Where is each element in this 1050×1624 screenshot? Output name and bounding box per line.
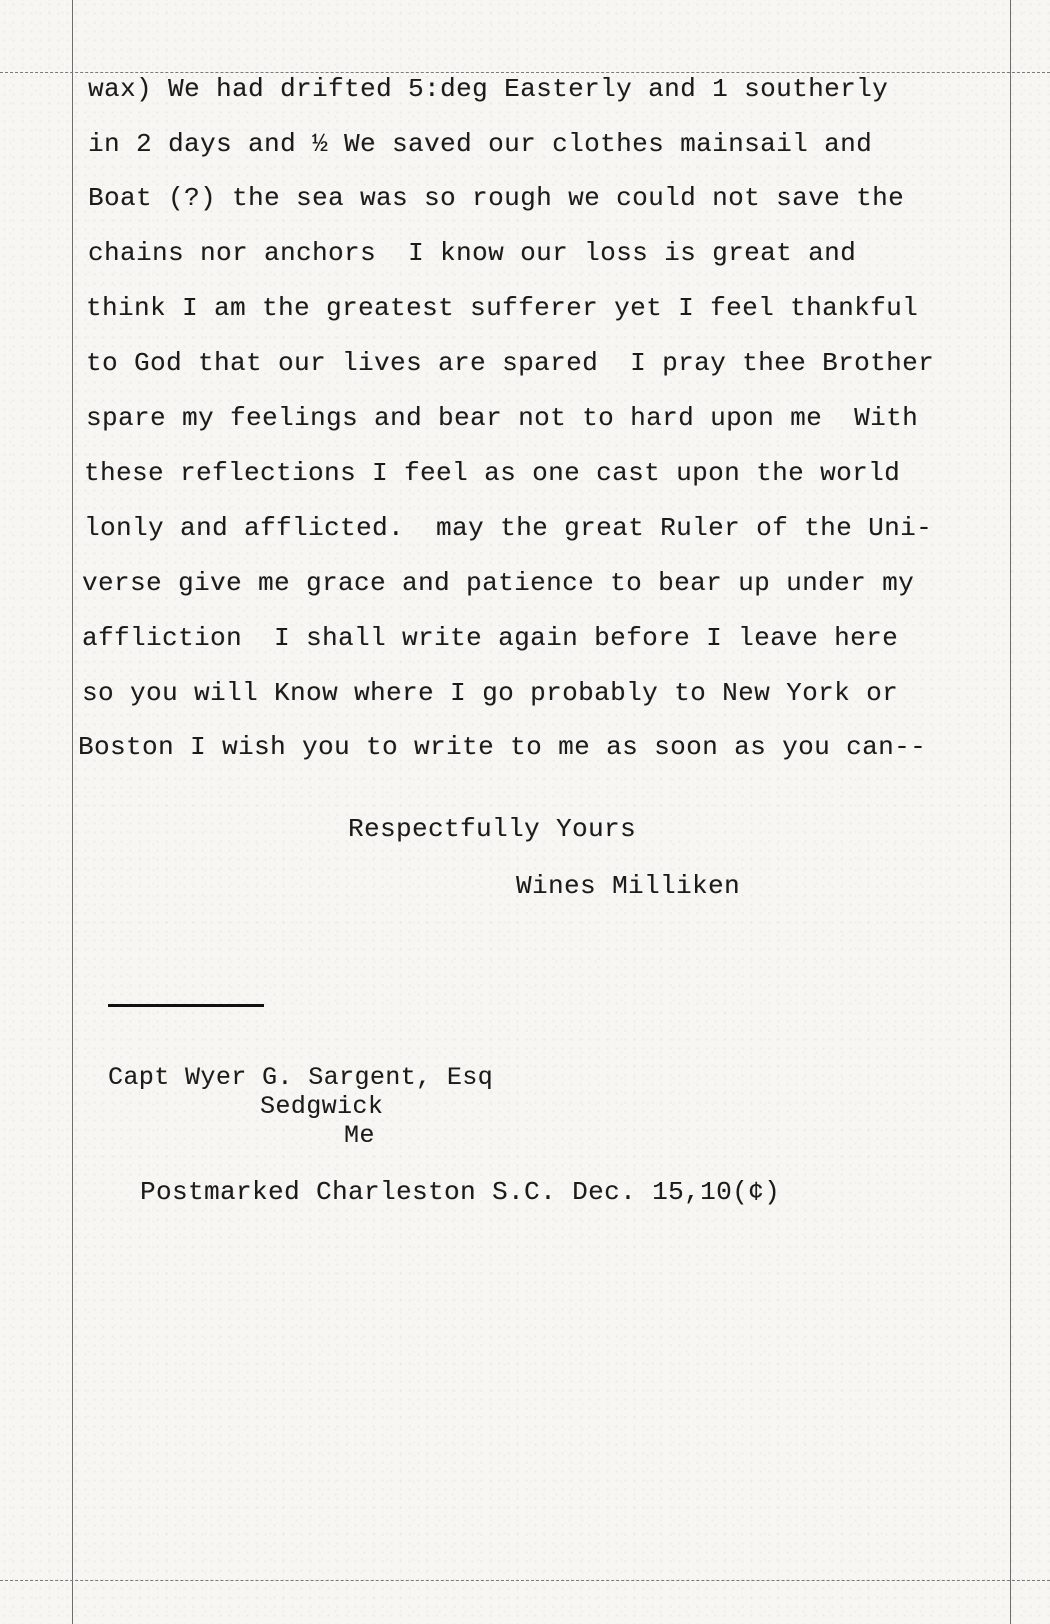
address-line: Me [344, 1121, 375, 1150]
body-line: to God that our lives are spared I pray thee Brother [86, 348, 935, 378]
body-line: wax) We had drifted 5:deg Easterly and 1 southerly [88, 74, 889, 104]
body-line: think I am the greatest sufferer yet I feel thankful [86, 293, 919, 323]
postmark-note: Postmarked Charleston S.C. Dec. 15,10(¢) [140, 1177, 781, 1207]
body-line: verse give me grace and patience to bear up under my [82, 568, 915, 598]
body-line: in 2 days and ½ We saved our clothes mainsail and [88, 129, 873, 159]
right-margin-rule [1010, 0, 1011, 1624]
body-line: Boat (?) the sea was so rough we could not save the [88, 183, 905, 213]
address-line: Capt Wyer G. Sargent, Esq [108, 1063, 494, 1092]
body-line: Boston I wish you to write to me as soon as you can-- [78, 732, 927, 762]
bottom-margin-rule [0, 1580, 1050, 1581]
body-line: so you will Know where I go probably to New York or [82, 678, 899, 708]
body-line: these reflections I feel as one cast upon the world [84, 458, 901, 488]
address-line: Sedgwick [260, 1092, 384, 1121]
body-line: chains nor anchors I know our loss is great and [88, 238, 857, 268]
separator-rule [108, 1004, 264, 1007]
body-line: lonly and afflicted. may the great Ruler of the Uni- [84, 513, 933, 543]
body-line: spare my feelings and bear not to hard upon me With [86, 403, 919, 433]
letter-signature: Wines Milliken [516, 871, 741, 901]
left-margin-rule [72, 0, 73, 1624]
letter-closing: Respectfully Yours [348, 814, 637, 844]
top-margin-rule [0, 72, 1050, 73]
body-line: affliction I shall write again before I leave here [82, 623, 899, 653]
